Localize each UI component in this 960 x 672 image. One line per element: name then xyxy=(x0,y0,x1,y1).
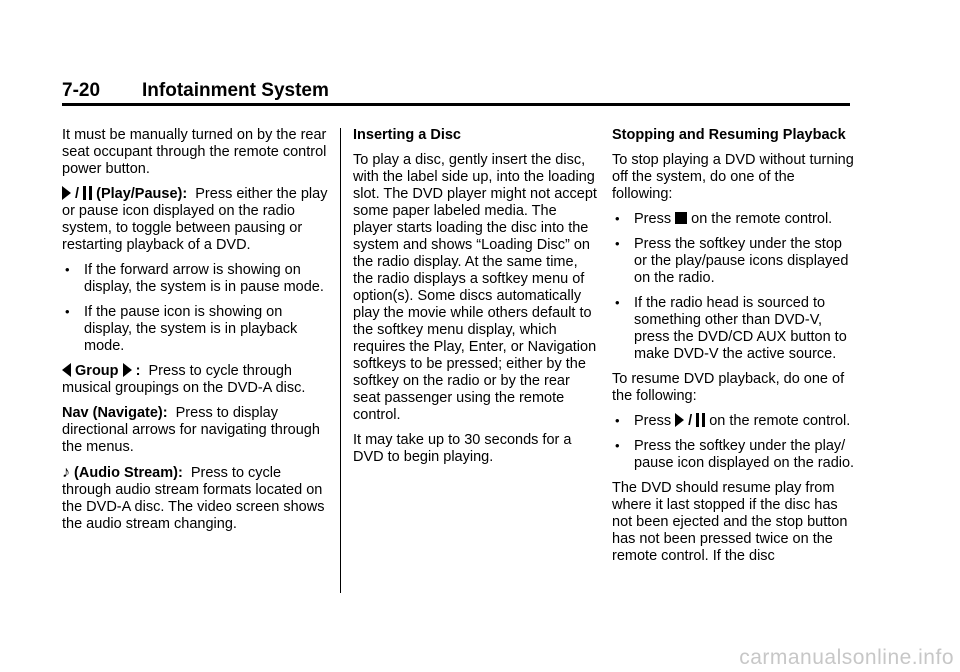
page-header xyxy=(62,80,850,106)
page-number: 7-20 xyxy=(62,80,101,101)
audio-paragraph xyxy=(62,464,332,533)
audio-note-icon: ♪ xyxy=(62,464,70,481)
pause-icon xyxy=(83,186,92,200)
list-item: • Press on the remote control. xyxy=(612,211,857,228)
nav-desc: Press to display directional arrows for navigating through the menus. xyxy=(62,405,320,455)
list-item: • If the radio head is sourced to something other than DVD-V, press the DVD/CD AUX button to make DVD-V the active source. xyxy=(612,295,857,363)
play-pause-paragraph: / (Play/Pause): Press either the play or pause icon displayed on the radio system, to toggle between pausing or restarting playback of a DVD. xyxy=(62,186,328,253)
intro-paragraph: It must be manually turned on by the rear seat occupant through the remote control power button. xyxy=(62,127,327,177)
play-pause-label: (Play/Pause): xyxy=(96,186,188,202)
nav-label: Nav (Navigate): xyxy=(62,405,168,421)
group-label: Group xyxy=(75,363,119,379)
column-middle xyxy=(353,127,598,474)
section-heading: Inserting a Disc xyxy=(353,127,461,143)
list-item: • If the forward arrow is showing on display, the system is in pause mode. xyxy=(62,262,332,296)
nav-paragraph xyxy=(62,405,332,456)
page-title: Infotainment System xyxy=(142,80,329,101)
column-left xyxy=(62,127,332,541)
header-rule xyxy=(62,103,850,106)
list-item: • Press the softkey under the stop or the play/pause icons displayed on the radio. xyxy=(612,236,857,287)
paragraph: It may take up to 30 seconds for a DVD to begin playing. xyxy=(353,432,572,465)
audio-desc: Press to cycle through audio stream formats located on the DVD-A disc. The video screen shows the audio stream changing. xyxy=(62,465,325,532)
paragraph: To stop playing a DVD without turning off the system, do one of the following: xyxy=(612,152,854,202)
column-divider xyxy=(340,128,341,593)
list-item: • If the pause icon is showing on display, the system is in playback mode. xyxy=(62,304,332,355)
play-icon xyxy=(62,186,71,200)
paragraph: To resume DVD playback, do one of the following: xyxy=(612,371,845,404)
audio-label: (Audio Stream): xyxy=(74,465,183,481)
play-icon xyxy=(675,413,684,427)
list-item: • Press the softkey under the play/ pause icon displayed on the radio. xyxy=(612,438,857,472)
next-icon xyxy=(123,363,132,377)
group-desc: Press to cycle through musical groupings on the DVD-A disc. xyxy=(62,363,306,396)
section-heading: Stopping and Resuming Playback xyxy=(612,127,846,143)
list-item: • Press / on the remote control. xyxy=(612,413,857,430)
pause-icon xyxy=(696,413,705,427)
previous-icon xyxy=(62,363,71,377)
paragraph: To play a disc, gently insert the disc, with the label side up, into the loading slot. The DVD player might not accept some paper labeled media. The player starts loading the disc into the system and shows “Loading Disc” on the radio display. At the same time, the radio displays a softkey menu of option(s). Some discs automatically play the movie while others default to the softkey menu display, which requires the Play, Enter, or Navigation softkeys to be pressed; either by the softkey on the radio or by the rear seat passenger using the remote control. xyxy=(353,152,597,423)
column-right xyxy=(612,127,857,573)
watermark: carmanualsonline.info xyxy=(739,646,954,669)
group-paragraph: Group : Press to cycle through musical groupings on the DVD-A disc. xyxy=(62,363,306,396)
play-pause-desc: Press either the play or pause icon displayed on the radio system, to toggle between pausing or restarting playback of a DVD. xyxy=(62,186,328,253)
stop-icon xyxy=(675,212,687,224)
paragraph: The DVD should resume play from where it last stopped if the disc has not been ejected and the stop button has not been pressed twice on the remote control. If the disc xyxy=(612,480,848,564)
